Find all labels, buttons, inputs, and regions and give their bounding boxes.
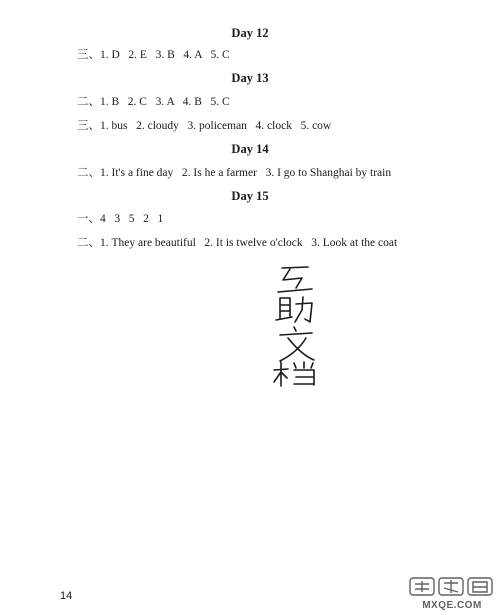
- day-13-answer-line-2: 三、1. bus 2. cloudy 3. policeman 4. clock 5. cow: [77, 120, 332, 132]
- svg-text:MXQE.COM: MXQE.COM: [422, 600, 482, 611]
- day-12-answer-line-1: 三、1. D 2. E 3. B 4. A 5. C: [77, 49, 230, 61]
- handwritten-signature: [268, 262, 328, 387]
- day-13-heading: Day 13: [231, 71, 269, 85]
- day-13-answer-line-1: 二、1. B 2. C 3. A 4. B 5. C: [77, 96, 230, 108]
- page-number: 14: [60, 590, 73, 602]
- day-14-answer-line-1: 二、1. It's a fine day 2. Is he a farmer 3. I go to Shanghai by train: [77, 167, 392, 179]
- watermark-logo: [406, 576, 498, 612]
- day-12-heading: Day 12: [231, 26, 269, 40]
- day-14-heading: Day 14: [231, 142, 269, 156]
- day-15-answer-line-2: 二、1. They are beautiful 2. It is twelve o'clock 3. Look at the coat: [77, 237, 398, 249]
- day-15-heading: Day 15: [231, 189, 269, 203]
- day-15-answer-line-1: 一、4 3 5 2 1: [77, 213, 164, 225]
